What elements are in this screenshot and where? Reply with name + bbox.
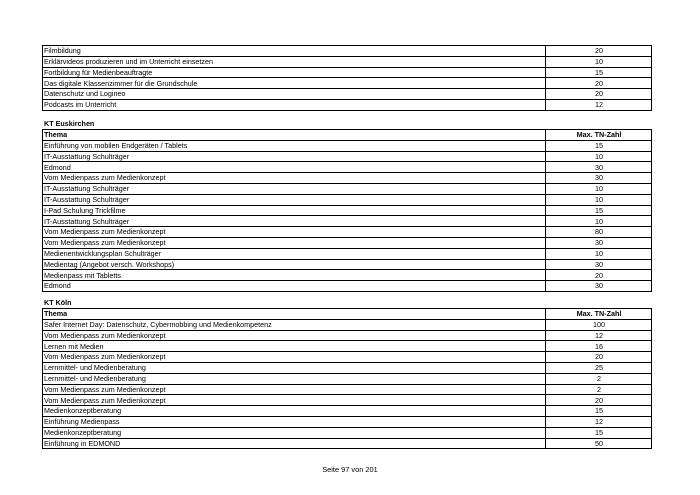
section-title-euskirchen: KT Euskirchen [44,119,95,128]
cell-max-tn-zahl: 30 [546,173,652,184]
cell-max-tn-zahl: 20 [546,352,652,363]
cell-max-tn-zahl: 10 [546,183,652,194]
table-row [43,384,652,395]
cell-thema: Medienentwicklungsplan Schulträger [43,248,546,259]
cell-max-tn-zahl: 100 [546,319,652,330]
page-footer: Seite 97 von 201 [322,465,378,474]
cell-thema: Erklärvideos produzieren und im Unterricht einsetzen [43,56,546,67]
cell-thema: Das digitale Klassenzimmer für die Grundschule [43,78,546,89]
table-euskirchen [42,129,652,292]
table-row [43,67,652,78]
table-row [43,341,652,352]
cell-max-tn-zahl: 20 [546,395,652,406]
cell-thema: Lernmittel- und Medienberatung [43,373,546,384]
cell-max-tn-zahl: 30 [546,162,652,173]
table-koeln [42,308,652,449]
cell-thema: Edmond [43,162,546,173]
table-row [43,319,652,330]
cell-max-tn-zahl: 15 [546,140,652,151]
table-row [43,373,652,384]
table-body [43,140,652,291]
cell-max-tn-zahl: 12 [546,99,652,110]
table-row [43,416,652,427]
table-row [43,362,652,373]
cell-thema: Vom Medienpass zum Medienkonzept [43,173,546,184]
cell-thema: IT-Ausstattung Schulträger [43,194,546,205]
cell-thema: I-Pad Schulung Trickfilme [43,205,546,216]
table-row [43,194,652,205]
cell-max-tn-zahl: 20 [546,270,652,281]
table-row [43,205,652,216]
table-row [43,259,652,270]
cell-max-tn-zahl: 15 [546,427,652,438]
cell-thema: Lernen mit Medien [43,341,546,352]
cell-thema: IT-Ausstattung Schulträger [43,216,546,227]
table-row [43,248,652,259]
cell-thema: IT-Ausstattung Schulträger [43,151,546,162]
cell-thema: Edmond [43,281,546,292]
cell-max-tn-zahl: 30 [546,259,652,270]
cell-max-tn-zahl: 2 [546,373,652,384]
cell-max-tn-zahl: 20 [546,89,652,100]
cell-thema: IT-Ausstattung Schulträger [43,183,546,194]
cell-thema: Datenschutz und Logineo [43,89,546,100]
table-body [43,46,652,111]
table-row [43,237,652,248]
cell-thema: Vom Medienpass zum Medienkonzept [43,352,546,363]
cell-thema: Vom Medienpass zum Medienkonzept [43,330,546,341]
table-row [43,427,652,438]
table-row [43,406,652,417]
cell-thema: Medienpass mit Tabletts [43,270,546,281]
cell-max-tn-zahl: 20 [546,46,652,57]
column-header-thema: Thema [43,130,546,141]
table-row [43,151,652,162]
table-row [43,56,652,67]
cell-max-tn-zahl: 10 [546,248,652,259]
cell-thema: Fortbildung für Medienbeauftragte [43,67,546,78]
table-row [43,140,652,151]
cell-thema: Lernmittel- und Medienberatung [43,362,546,373]
cell-thema: Vom Medienpass zum Medienkonzept [43,237,546,248]
cell-thema: Medienkonzeptberatung [43,406,546,417]
cell-max-tn-zahl: 30 [546,281,652,292]
table-row [43,395,652,406]
cell-max-tn-zahl: 10 [546,56,652,67]
cell-max-tn-zahl: 15 [546,406,652,417]
cell-max-tn-zahl: 10 [546,151,652,162]
cell-max-tn-zahl: 15 [546,67,652,78]
table-row [43,162,652,173]
table-row [43,99,652,110]
table-row [43,173,652,184]
section-title-koeln: KT Köln [44,298,72,307]
table-row [43,78,652,89]
cell-thema: Medientag (Angebot versch. Workshops) [43,259,546,270]
cell-thema: Vom Medienpass zum Medienkonzept [43,227,546,238]
column-header-max: Max. TN-Zahl [546,130,652,141]
table-row [43,330,652,341]
table-row [43,352,652,363]
table-row [43,46,652,57]
cell-max-tn-zahl: 80 [546,227,652,238]
column-header-thema: Thema [43,309,546,320]
cell-max-tn-zahl: 20 [546,78,652,89]
table-row [43,438,652,449]
table-header-row [43,130,652,141]
cell-max-tn-zahl: 2 [546,384,652,395]
cell-max-tn-zahl: 12 [546,416,652,427]
cell-thema: Podcasts im Unterricht [43,99,546,110]
table-body [43,319,652,449]
cell-thema: Einführung Medienpass [43,416,546,427]
cell-max-tn-zahl: 12 [546,330,652,341]
table-row [43,216,652,227]
cell-max-tn-zahl: 15 [546,205,652,216]
cell-thema: Filmbildung [43,46,546,57]
cell-max-tn-zahl: 50 [546,438,652,449]
cell-max-tn-zahl: 25 [546,362,652,373]
cell-thema: Vom Medienpass zum Medienkonzept [43,384,546,395]
cell-thema: Safer Internet Day: Datenschutz, Cybermobbing und Medienkompetenz [43,319,546,330]
cell-max-tn-zahl: 30 [546,237,652,248]
cell-max-tn-zahl: 10 [546,216,652,227]
table-header-row [43,309,652,320]
cell-thema: Medienkonzeptberatung [43,427,546,438]
cell-max-tn-zahl: 16 [546,341,652,352]
column-header-max: Max. TN-Zahl [546,309,652,320]
cell-thema: Einführung von mobilen Endgeräten / Tablets [43,140,546,151]
table-continuation [42,45,652,111]
cell-thema: Vom Medienpass zum Medienkonzept [43,395,546,406]
table-row [43,281,652,292]
table-row [43,183,652,194]
table-row [43,89,652,100]
table-row [43,270,652,281]
cell-thema: Einführung in EDMOND [43,438,546,449]
cell-max-tn-zahl: 10 [546,194,652,205]
table-row [43,227,652,238]
